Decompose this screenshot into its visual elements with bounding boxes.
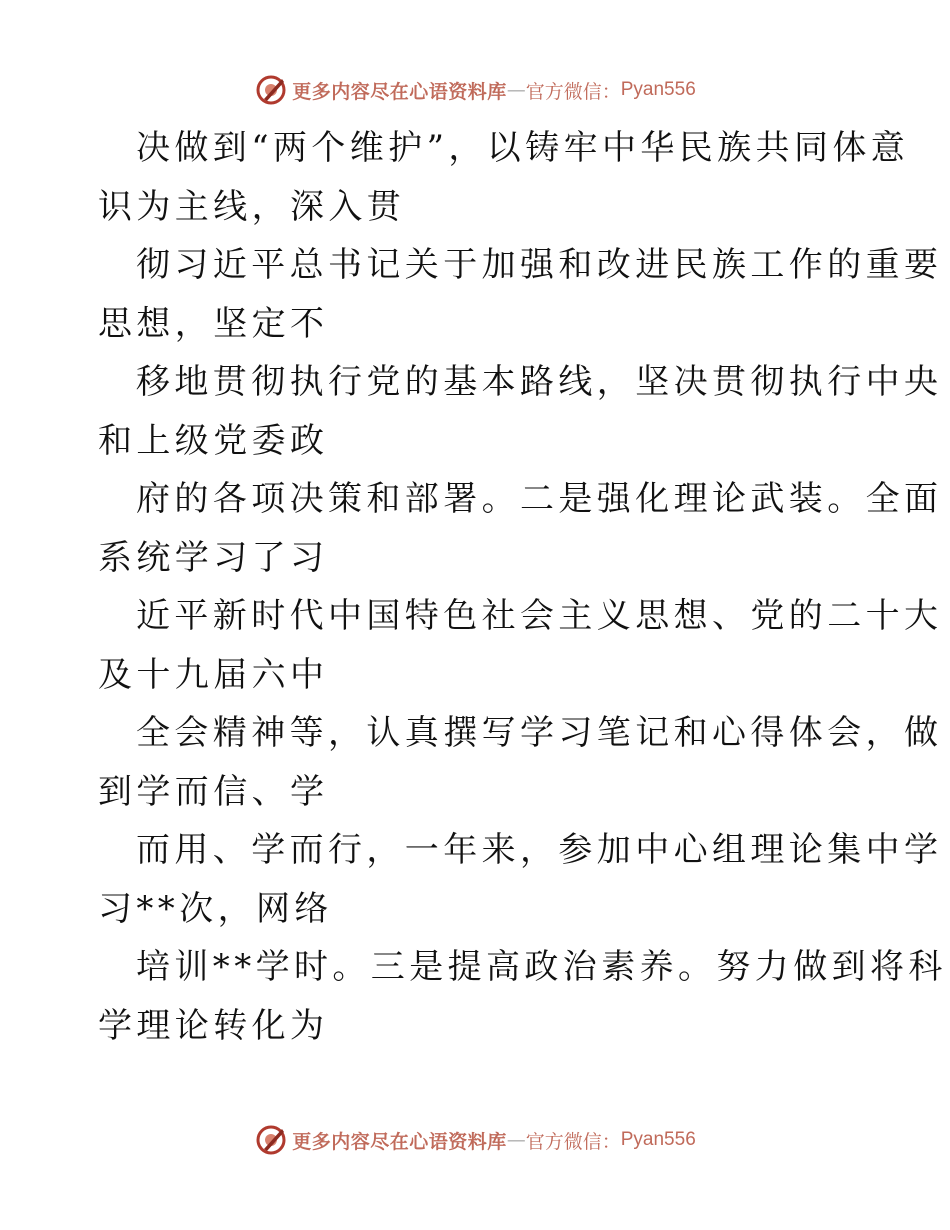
watermark-brand-text: 更多内容尽在心语资料库 — [292, 80, 507, 103]
text-line: 近平新时代中国特色社会主义思想、党的二十大 — [136, 596, 943, 636]
text-line: 决做到“两个维护”，以铸牢中华民族共同体意 — [136, 128, 910, 168]
watermark-wechat-id: Pyan556 — [620, 79, 696, 100]
watermark-dash: — — [506, 79, 526, 101]
quill-pen-logo-icon — [254, 1123, 288, 1157]
watermark-dash: — — [506, 1129, 526, 1151]
footer-watermark — [0, 1120, 950, 1160]
header-watermark — [0, 70, 950, 110]
text-line: 培训**学时。三是提高政治素养。努力做到将科 — [136, 947, 947, 987]
text-line: 彻习近平总书记关于加强和改进民族工作的重要 — [136, 245, 943, 285]
text-line: 移地贯彻执行党的基本路线，坚决贯彻执行中央 — [136, 362, 943, 402]
text-line: 识为主线，深入贯 — [98, 186, 406, 227]
text-line: 而用、学而行，一年来，参加中心组理论集中学 — [136, 830, 943, 870]
text-line: 学理论转化为 — [98, 1005, 329, 1046]
text-line: 和上级党委政 — [98, 420, 329, 461]
watermark-official-label: 官方微信： — [525, 80, 621, 103]
text-line: 习**次，网络 — [98, 888, 333, 929]
text-line: 到学而信、学 — [98, 771, 329, 812]
watermark-official-label: 官方微信： — [525, 1130, 621, 1153]
text-line: 系统学习了习 — [98, 537, 329, 578]
text-line: 全会精神等，认真撰写学习笔记和心得体会，做 — [136, 713, 943, 753]
text-line: 思想，坚定不 — [98, 303, 329, 344]
text-line: 及十九届六中 — [98, 654, 329, 695]
text-line: 府的各项决策和部署。二是强化理论武装。全面 — [136, 479, 943, 519]
watermark-brand-text: 更多内容尽在心语资料库 — [292, 1130, 507, 1153]
quill-pen-logo-icon — [254, 73, 288, 107]
document-body — [98, 119, 947, 1055]
watermark-wechat-id: Pyan556 — [620, 1129, 696, 1150]
